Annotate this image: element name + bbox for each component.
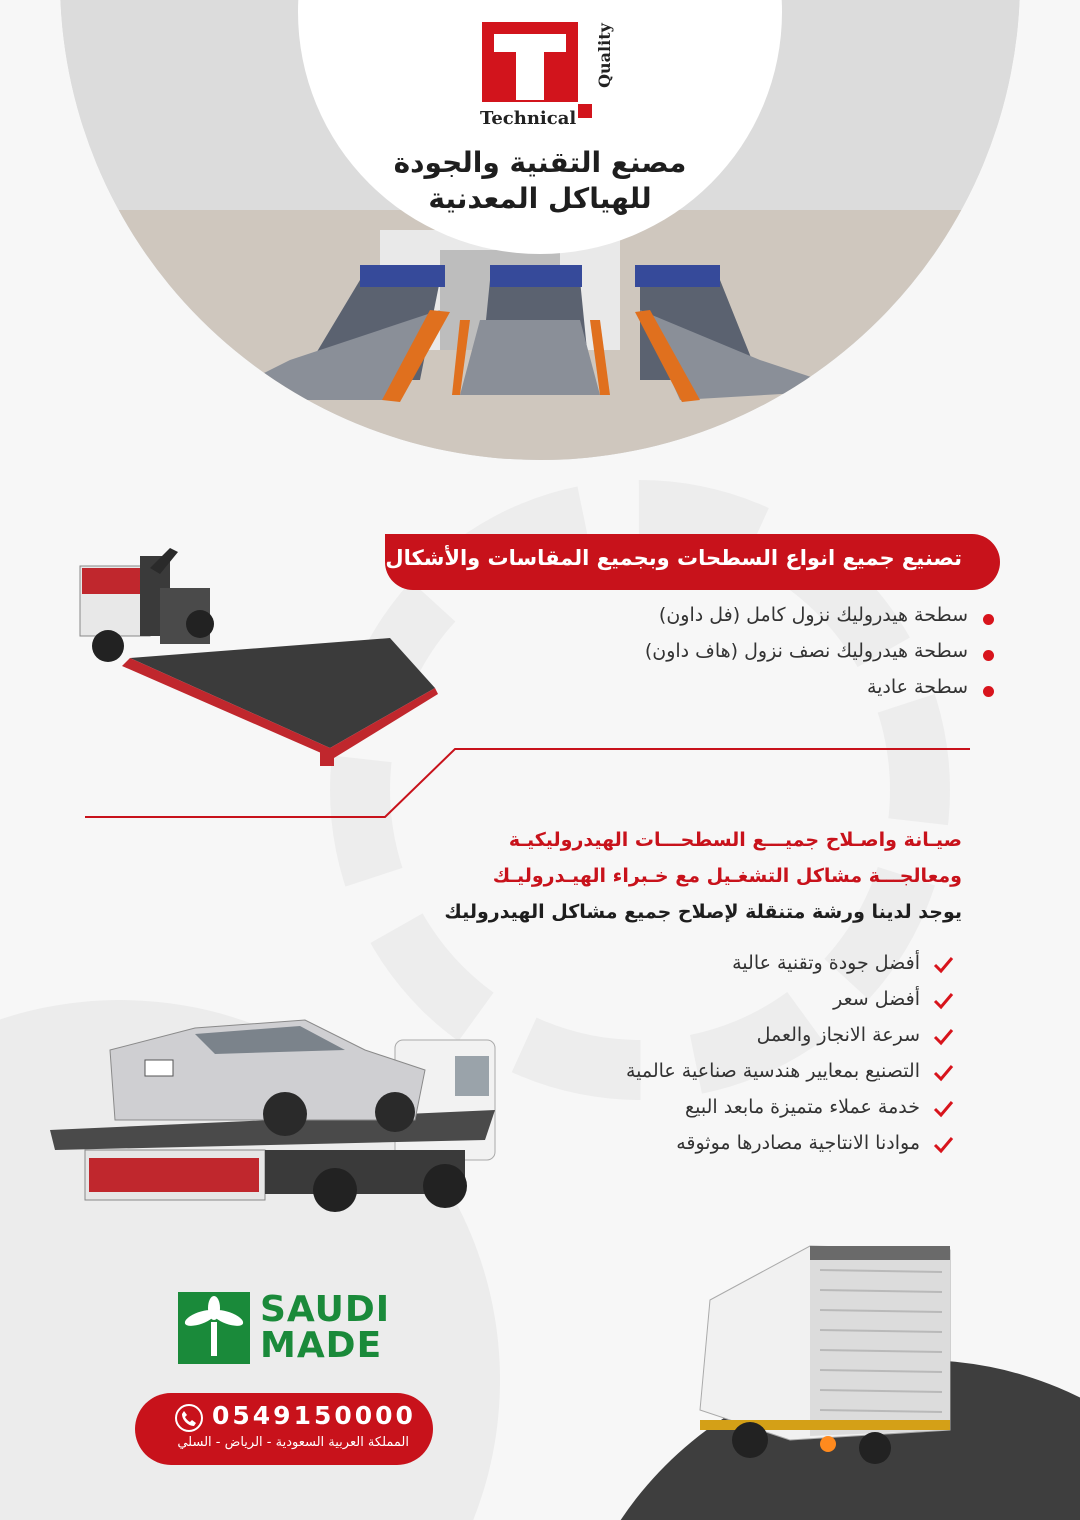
products-heading-pill	[385, 534, 1000, 590]
feature-label: أفضل جودة وتقنية عالية	[732, 952, 920, 974]
list-item	[645, 604, 968, 640]
product-item-label: سطحة هيدروليك نصف نزول (هاف داون)	[644, 640, 968, 662]
bullet-dot-icon	[983, 650, 994, 661]
check-icon	[932, 954, 954, 976]
contact-pill[interactable]	[135, 1393, 433, 1465]
list-item	[626, 1024, 920, 1060]
company-name-line1: مصنع التقنية والجودة	[393, 146, 687, 179]
products-heading: تصنيع جميع انواع السطحات وبجميع المقاسات والأشكال	[385, 546, 962, 570]
feature-label: موادنا الانتاجية مصادرها موثوقه	[676, 1132, 920, 1154]
company-name-line2: للهياكل المعدنية	[428, 182, 652, 215]
list-item	[645, 640, 968, 676]
service-line-3: يوجد لدينا ورشة متنقلة لإصلاح جميع مشاكل الهيدروليك	[444, 901, 962, 923]
section-divider	[85, 745, 975, 825]
car-carrier-truck-image	[45, 1010, 505, 1225]
bullet-dot-icon	[983, 614, 994, 625]
list-item	[626, 1060, 920, 1096]
check-icon	[932, 990, 954, 1012]
product-list	[645, 604, 968, 712]
feature-list	[626, 952, 920, 1168]
saudi-made-line2: MADE	[260, 1325, 383, 1366]
phone-icon	[175, 1404, 203, 1432]
feature-label: خدمة عملاء متميزة مابعد البيع	[685, 1096, 920, 1118]
company-logo	[480, 20, 614, 132]
list-item	[626, 988, 920, 1024]
feature-label: أفضل سعر	[833, 988, 920, 1010]
list-item	[626, 1096, 920, 1132]
feature-label: التصنيع بمعايير هندسية صناعية عالمية	[625, 1060, 920, 1082]
palm-tree-icon	[178, 1292, 250, 1364]
check-icon	[932, 1134, 954, 1156]
logo-word-quality: Quality	[594, 23, 614, 88]
check-icon	[932, 1062, 954, 1084]
check-icon	[932, 1026, 954, 1048]
list-item	[645, 676, 968, 712]
service-text	[444, 822, 962, 930]
service-line-2: ومعالجـــة مشاكل التشغـيل مع خـبراء الهيـدروليـك	[492, 865, 962, 887]
box-truck-image	[680, 1240, 970, 1470]
flatbed-truck-image	[60, 548, 445, 770]
saudi-made-badge	[178, 1289, 393, 1366]
phone-number[interactable]: 0549150000	[212, 1401, 416, 1430]
check-icon	[932, 1098, 954, 1120]
address-text: المملكة العربية السعودية - الرياض - السلي	[177, 1435, 409, 1450]
list-item	[626, 1132, 920, 1168]
logo-word-technical: Technical	[480, 108, 577, 129]
bullet-dot-icon	[983, 686, 994, 697]
feature-label: سرعة الانجاز والعمل	[756, 1024, 920, 1046]
service-line-1: صيـانة واصـلاح جميـــع السطحـــات الهيدروليكيـة	[508, 829, 962, 851]
product-item-label: سطحة عادية	[866, 676, 968, 698]
product-item-label: سطحة هيدروليك نزول كامل (فل داون)	[658, 604, 968, 626]
saudi-made-line1: SAUDI	[260, 1289, 391, 1330]
list-item	[626, 952, 920, 988]
